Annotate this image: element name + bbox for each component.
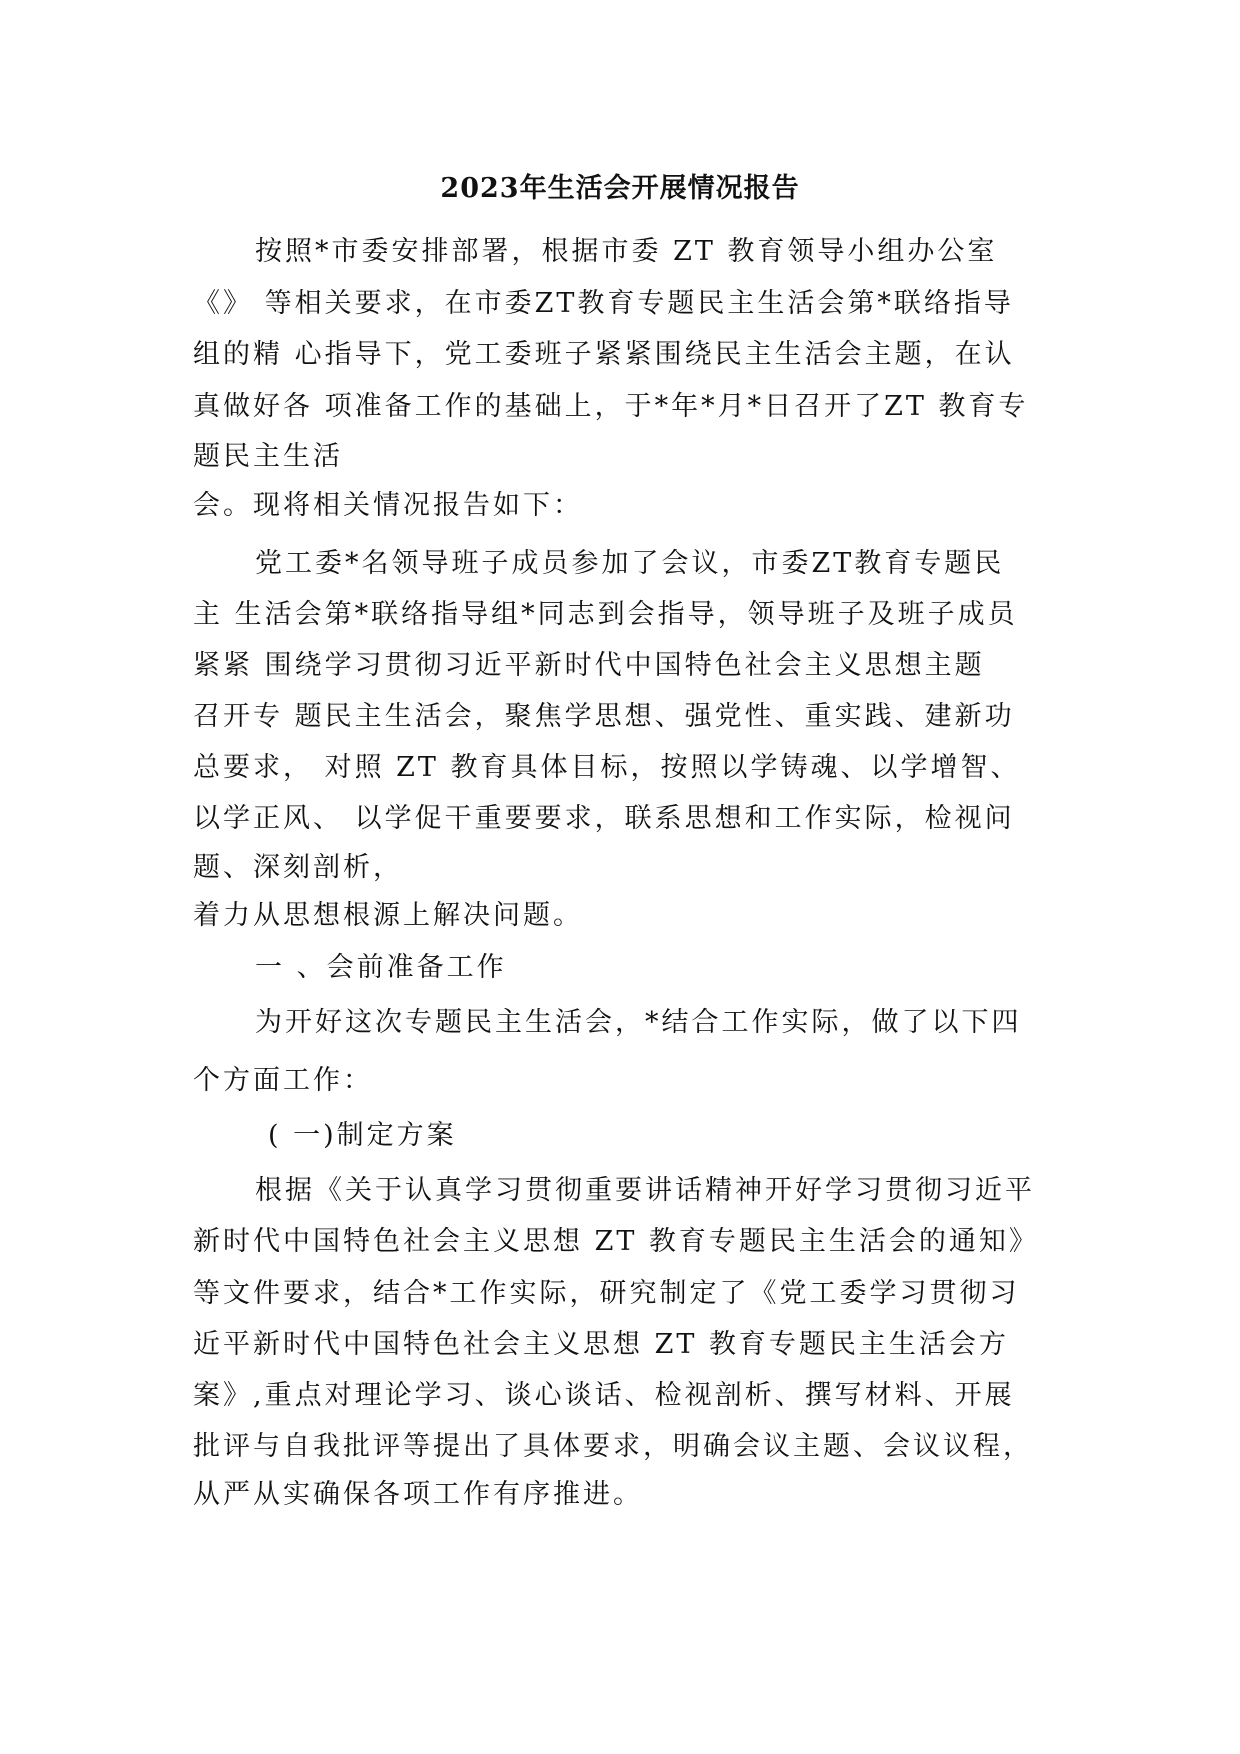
document-title: 2023年生活会开展情况报告 bbox=[440, 173, 800, 204]
paragraph-line: 从严从实确保各项工作有序推进。 bbox=[193, 1479, 643, 1510]
paragraph-line: 真做好各 项准备工作的基础上，于*年*月*日召开了ZT 教育专 bbox=[193, 391, 1029, 422]
paragraph-line: 主 生活会第*联络指导组*同志到会指导，领导班子及班子成员 bbox=[193, 599, 1018, 630]
paragraph-line: 按照*市委安排部署，根据市委 ZT 教育领导小组办公室 bbox=[255, 236, 998, 267]
paragraph-line: 题民主生活 bbox=[193, 441, 343, 472]
paragraph-line: 批评与自我批评等提出了具体要求，明确会议主题、会议议程， bbox=[193, 1431, 1033, 1462]
paragraph-line: 为开好这次专题民主生活会，*结合工作实际，做了以下四 bbox=[255, 1007, 1022, 1038]
subsection-heading: ( 一)制定方案 bbox=[268, 1120, 457, 1151]
paragraph-line: 等文件要求，结合*工作实际，研究制定了《党工委学习贯彻习 bbox=[193, 1278, 1020, 1309]
paragraph-line: 个方面工作： bbox=[193, 1065, 373, 1096]
paragraph-line: 题、深刻剖析， bbox=[193, 852, 403, 883]
paragraph-line: 以学正风、 以学促干重要要求，联系思想和工作实际，检视问 bbox=[193, 803, 1015, 834]
paragraph-line: 紧紧 围绕学习贯彻习近平新时代中国特色社会主义思想主题 bbox=[193, 650, 985, 681]
section-heading: 一 、会前准备工作 bbox=[255, 952, 507, 983]
paragraph-line: 总要求， 对照 ZT 教育具体目标，按照以学铸魂、以学增智、 bbox=[193, 752, 1021, 783]
paragraph-line: 根据《关于认真学习贯彻重要讲话精神开好学习贯彻习近平 bbox=[255, 1175, 1035, 1206]
paragraph-line: 新时代中国特色社会主义思想 ZT 教育专题民主生活会的通知》 bbox=[193, 1226, 1039, 1257]
paragraph-line: 着力从思想根源上解决问题。 bbox=[193, 900, 583, 931]
paragraph-line: 近平新时代中国特色社会主义思想 ZT 教育专题民主生活会方 bbox=[193, 1329, 1009, 1360]
paragraph-line: 召开专 题民主生活会，聚焦学思想、强党性、重实践、建新功 bbox=[193, 701, 1015, 732]
paragraph-line: 组的精 心指导下，党工委班子紧紧围绕民主生活会主题，在认 bbox=[193, 339, 1015, 370]
paragraph-line: 《》 等相关要求，在市委ZT教育专题民主生活会第*联络指导 bbox=[193, 288, 1014, 319]
paragraph-line: 会。现将相关情况报告如下： bbox=[193, 490, 583, 521]
paragraph-line: 案》,重点对理论学习、谈心谈话、检视剖析、撰写材料、开展 bbox=[193, 1380, 1015, 1411]
paragraph-line: 党工委*名领导班子成员参加了会议，市委ZT教育专题民 bbox=[255, 548, 1005, 579]
